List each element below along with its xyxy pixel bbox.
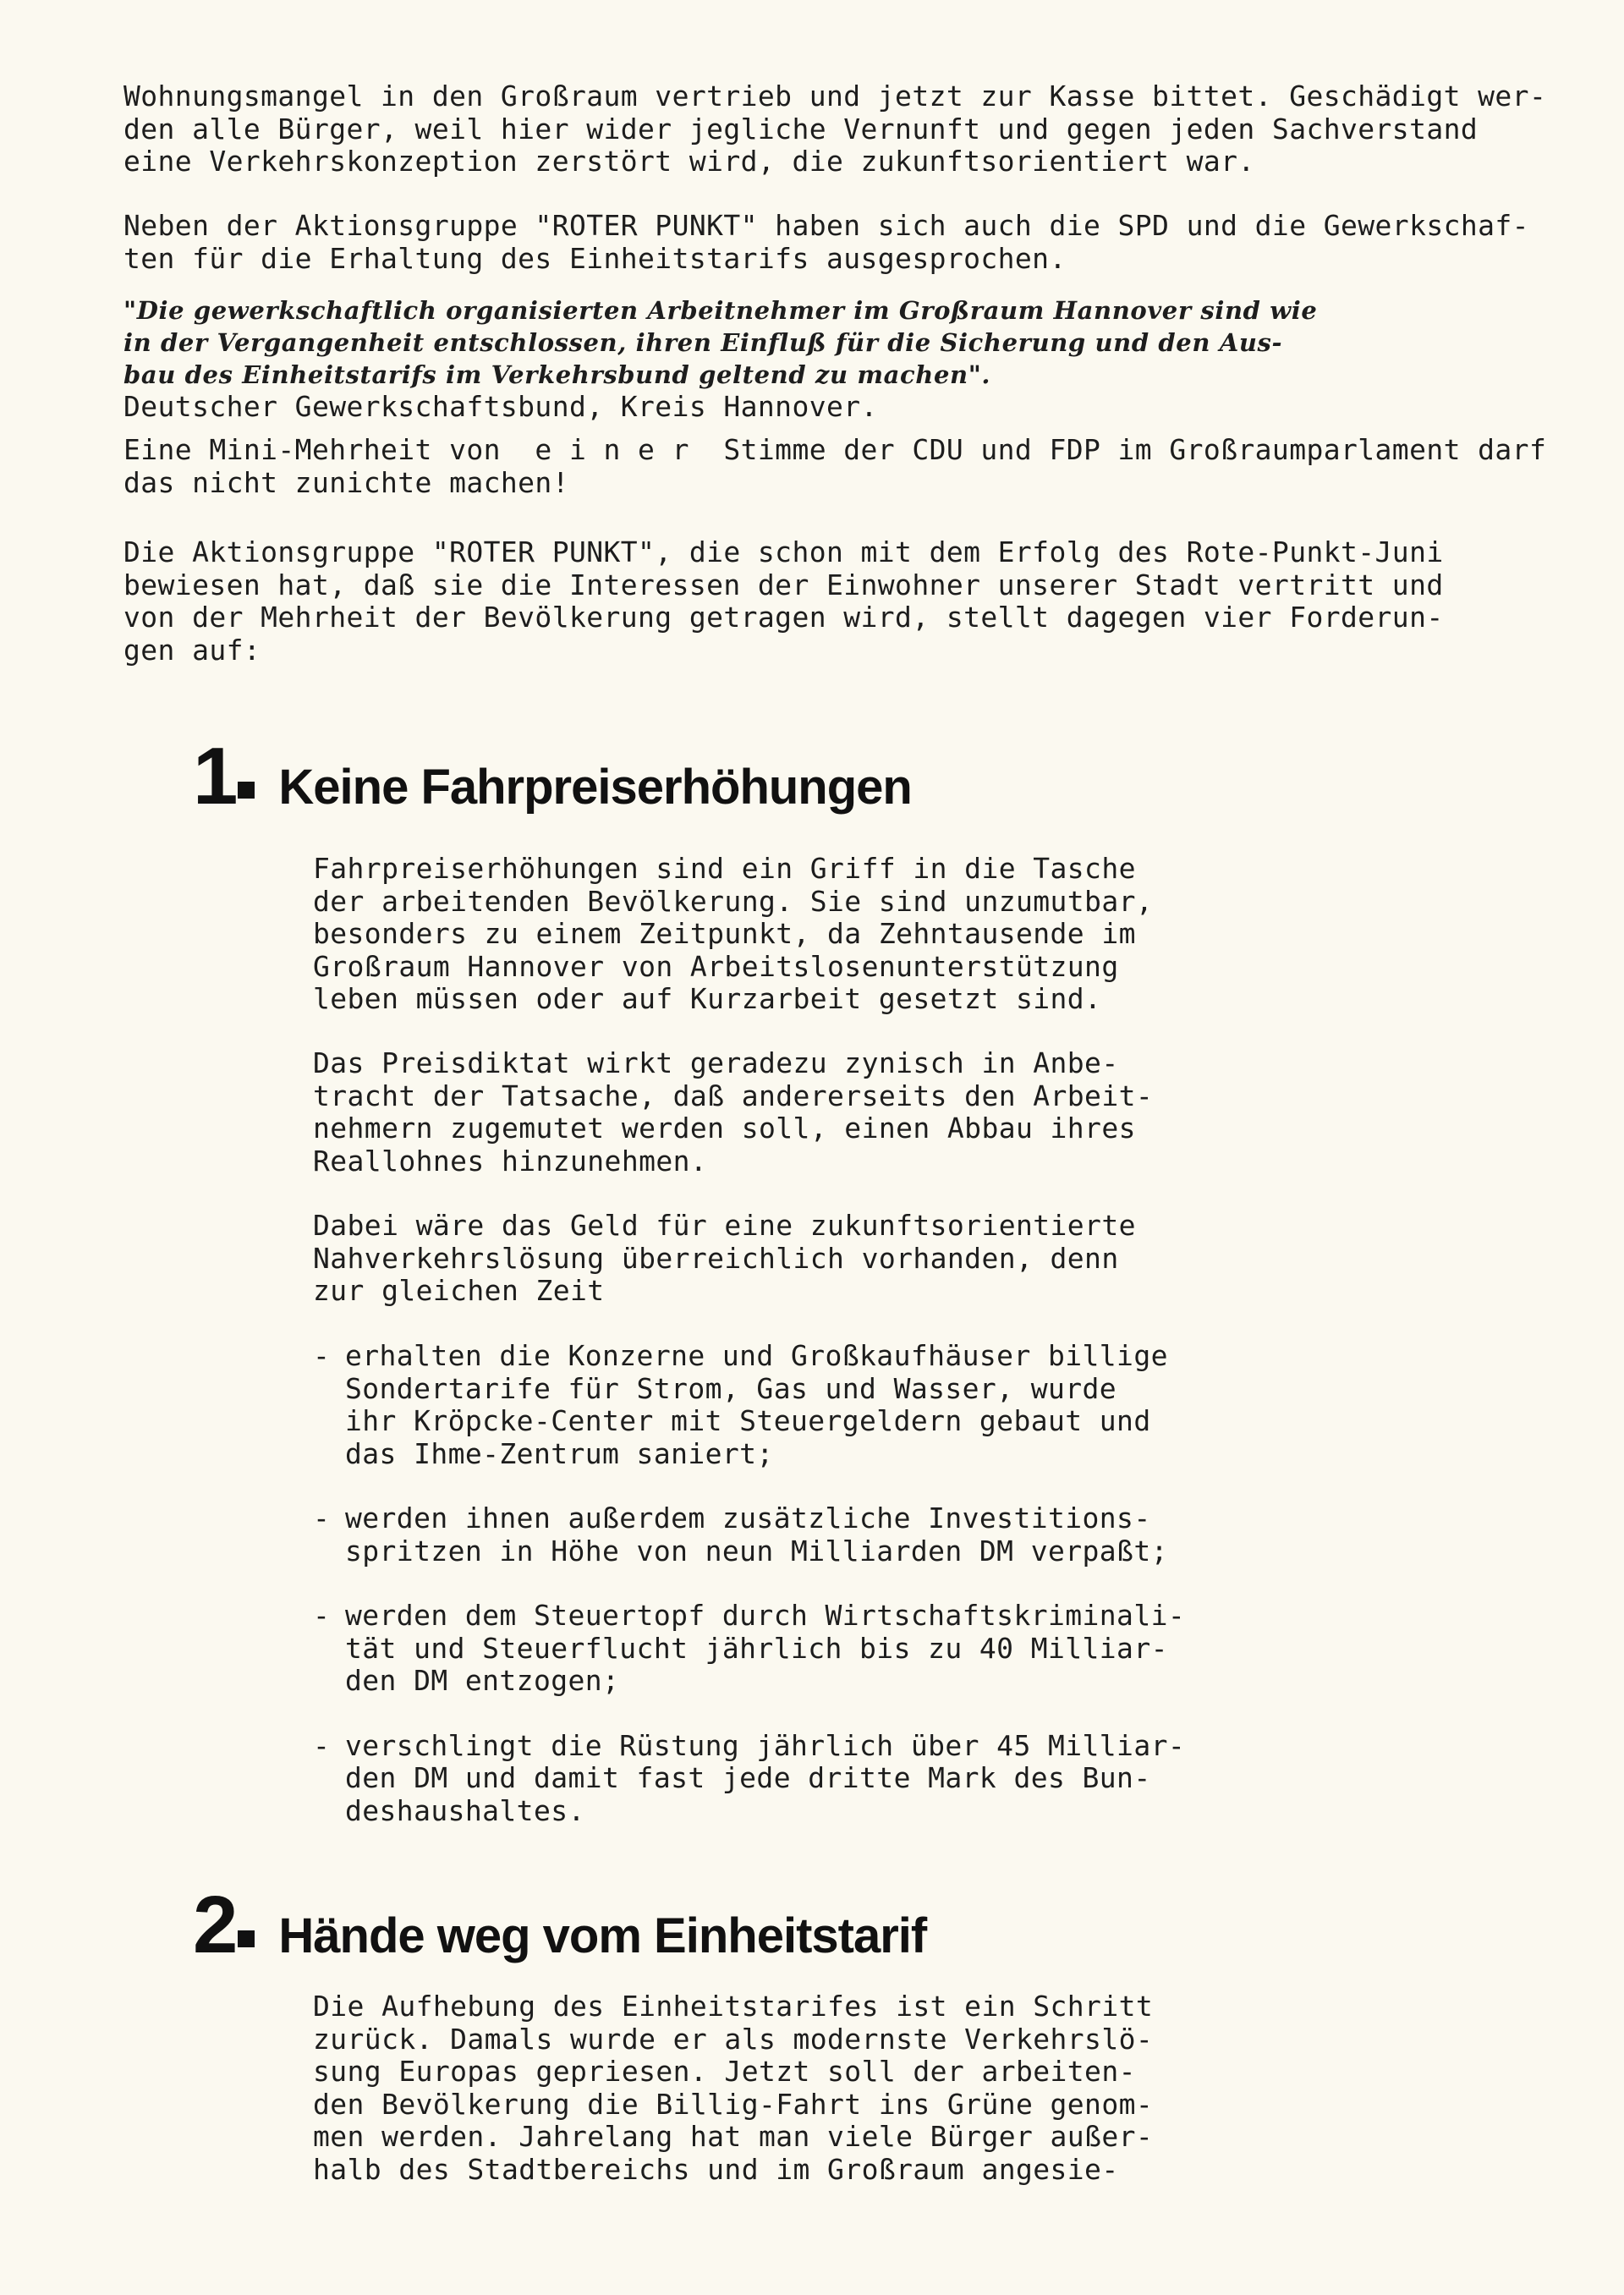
- text-line: Die Aufhebung des Einheitstarifes ist ein Schritt: [313, 1990, 1154, 2023]
- demands-intro: [123, 536, 1511, 667]
- text-line: halb des Stadtbereichs und im Großraum angesie-: [313, 2152, 1119, 2186]
- text-line: Dabei wäre das Geld für eine zukunftsorientierte: [313, 1209, 1136, 1242]
- text-line: Fahrpreiserhöhungen sind ein Griff in die Tasche: [313, 852, 1136, 885]
- intro-paragraph-1: [123, 80, 1547, 178]
- quote-line: in der Vergangenheit entschlossen, ihren Einfluß für die Sicherung und den Aus-: [123, 328, 1283, 357]
- dash-marker: -: [313, 1599, 331, 1632]
- section-1-bullet-list: [313, 1339, 1186, 1827]
- text-line: Eine Mini-Mehrheit von e i n e r Stimme der CDU und FDP im Großraumparlament darf: [123, 433, 1547, 466]
- section-title: Keine Fahrpreiserhöhungen: [278, 760, 912, 815]
- square-bullet-icon: [238, 1930, 255, 1947]
- text-line: tät und Steuerflucht jährlich bis zu 40 Milliar-: [345, 1631, 1168, 1665]
- text-line: Reallohnes hinzunehmen.: [313, 1144, 708, 1178]
- text-line: ten für die Erhaltung des Einheitstarifs ausgesprochen.: [123, 241, 1067, 275]
- text-line: deshaushaltes.: [345, 1793, 585, 1827]
- text-line: Das Preisdiktat wirkt geradezu zynisch in Anbe-: [313, 1046, 1119, 1079]
- quote-line: "Die gewerkschaftlich organisierten Arbeitnehmer im Großraum Hannover sind wie: [123, 296, 1318, 325]
- list-item: [313, 1599, 1186, 1698]
- section-1-paragraph-3: [313, 1210, 1159, 1308]
- text-line: bewiesen hat, daß sie die Interessen der Einwohner unserer Stadt vertritt und: [123, 568, 1444, 601]
- text-line: verschlingt die Rüstung jährlich über 45 Milliar-: [345, 1728, 1186, 1762]
- text-line: sung Europas gepriesen. Jetzt soll der arbeiten-: [313, 2055, 1136, 2088]
- section-1-paragraph-1: [313, 853, 1159, 1016]
- intro-paragraph-2: [123, 209, 1529, 275]
- section-1-paragraph-2: [313, 1047, 1159, 1178]
- text-line: das nicht zunichte machen!: [123, 465, 569, 499]
- text-line: Sondertarife für Strom, Gas und Wasser, wurde: [345, 1371, 1117, 1405]
- text-line: Neben der Aktionsgruppe "ROTER PUNKT" haben sich auch die SPD und die Gewerkschaf-: [123, 209, 1529, 242]
- text-line: tracht der Tatsache, daß andererseits den Arbeit-: [313, 1079, 1154, 1112]
- dash-marker: -: [313, 1339, 331, 1372]
- text-line: Die Aktionsgruppe "ROTER PUNKT", die schon mit dem Erfolg des Rote-Punkt-Juni: [123, 535, 1444, 568]
- section-title: Hände weg vom Einheitstarif: [278, 1908, 927, 1963]
- text-line: zur gleichen Zeit: [313, 1274, 605, 1307]
- list-item: [313, 1728, 1186, 1828]
- dash-marker: -: [313, 1728, 331, 1762]
- text-line: gen auf:: [123, 633, 261, 667]
- text-line: das Ihme-Zentrum saniert;: [345, 1436, 774, 1470]
- text-line: nehmern zugemutet werden soll, einen Abbau ihres: [313, 1112, 1136, 1145]
- text-line: werden dem Steuertopf durch Wirtschaftskriminali-: [345, 1599, 1186, 1632]
- text-line: Großraum Hannover von Arbeitslosenunterstützung: [313, 949, 1119, 983]
- dash-marker: -: [313, 1502, 331, 1535]
- text-line: erhalten die Konzerne und Großkaufhäuser billige: [345, 1339, 1168, 1372]
- text-line: den DM entzogen;: [345, 1664, 620, 1697]
- text-line: men werden. Jahrelang hat man viele Bürger außer-: [313, 2120, 1154, 2153]
- section-number: 2: [193, 1880, 235, 1970]
- text-line: zurück. Damals wurde er als modernste Verkehrslö-: [313, 2022, 1154, 2056]
- list-item: [313, 1339, 1168, 1470]
- text-line: leben müssen oder auf Kurzarbeit gesetzt sind.: [313, 982, 1102, 1015]
- text-line: spritzen in Höhe von neun Milliarden DM verpaßt;: [345, 1534, 1168, 1568]
- section-1-heading: [193, 731, 912, 830]
- text-line: eine Verkehrskonzeption zerstört wird, die zukunftsorientiert war.: [123, 145, 1255, 178]
- text-line: der arbeitenden Bevölkerung. Sie sind unzumutbar,: [313, 884, 1154, 918]
- quote-source: Deutscher Gewerkschaftsbund, Kreis Hannover.: [123, 390, 878, 423]
- text-line: Nahverkehrslösung überreichlich vorhanden, denn: [313, 1241, 1119, 1275]
- text-line: Wohnungsmangel in den Großraum vertrieb und jetzt zur Kasse bittet. Geschädigt wer-: [123, 80, 1547, 113]
- text-line: werden ihnen außerdem zusätzliche Investitions-: [345, 1502, 1151, 1535]
- text-line: den Bevölkerung die Billig-Fahrt ins Grüne genom-: [313, 2087, 1154, 2121]
- dgb-quote: [123, 294, 1511, 424]
- section-2-paragraph-1: [313, 1990, 1159, 2186]
- text-line: von der Mehrheit der Bevölkerung getragen wird, stellt dagegen vier Forderun-: [123, 601, 1444, 634]
- square-bullet-icon: [238, 782, 255, 799]
- text-line: besonders zu einem Zeitpunkt, da Zehntausende im: [313, 917, 1136, 950]
- text-line: den alle Bürger, weil hier wider jegliche Vernunft und gegen jeden Sachverstand: [123, 112, 1479, 145]
- list-item: [313, 1502, 1168, 1568]
- quote-line: bau des Einheitstarifs im Verkehrsbund geltend zu machen".: [123, 360, 991, 389]
- text-line: den DM und damit fast jede dritte Mark des Bun-: [345, 1761, 1151, 1794]
- section-number: 1: [193, 731, 235, 821]
- minority-paragraph: [123, 433, 1547, 499]
- section-2-heading: [193, 1880, 927, 1979]
- text-line: ihr Kröpcke-Center mit Steuergeldern gebaut und: [345, 1404, 1151, 1437]
